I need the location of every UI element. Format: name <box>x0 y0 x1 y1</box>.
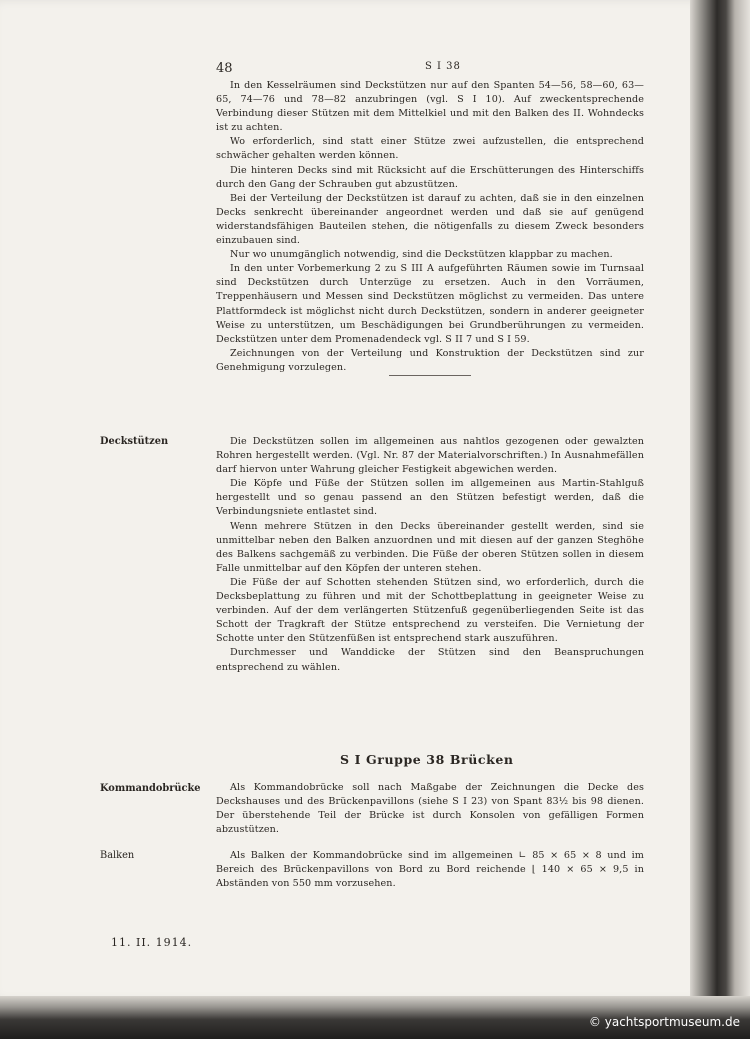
text-block-1 <box>216 79 644 375</box>
paragraph: Durchmesser und Wanddicke der Stützen sind den Beanspruchungen entsprechend zu wählen. <box>216 647 644 673</box>
section-divider <box>389 375 471 376</box>
paragraph: Die Füße der auf Schotten stehenden Stützen sind, wo erforderlich, durch die Decksbeplattung zu führen und mit der Schottbeplattung in geeigneter Weise zu verbinden. Auf der dem verlängerten Stützenfuß gegenüberliegenden Seite ist das Schott der Tragkraft der Stütze entsprechend zu versteifen. Die Vernietung der Schotte unter den Stützenfüßen ist entsprechend stark auszuführen. <box>216 576 644 645</box>
text-block-3 <box>216 781 644 837</box>
paragraph: Als Kommandobrücke soll nach Maßgabe der Zeichnungen die Decke des Deckshauses und des Brückenpavillons (siehe S I 23) von Spant 83½ bis 98 dienen. Der überstehende Teil der Brücke ist durch Konsolen von gefälligen Formen abzustützen. <box>216 782 644 836</box>
paragraph: Bei der Verteilung der Deckstützen ist darauf zu achten, daß sie in den einzelnen Decks senkrecht übereinander angeordnet werden und daß sie auf genügend widerstandsfähigen Bauteilen stehen, die nötigenfalls zu diesem Zweck besonders einzubauen sind. <box>216 192 644 247</box>
paragraph: Als Balken der Kommandobrücke sind im allgemeinen ∟ 85 × 65 × 8 und im Bereich des Brückenpavillons von Bord zu Bord reichende ⌊ 140 × 65 × 9,5 in Abständen von 550 mm vorzusehen. <box>216 850 644 890</box>
paragraph: In den Kesselräumen sind Deckstützen nur auf den Spanten 54—56, 58—60, 63—65, 74—76 und 78—82 anzubringen (vgl. S I 10). Auf zweckentsprechende Verbindung dieser Stützen mit dem Mittelkiel und mit den Balken des II. Wohndecks ist zu achten. <box>216 80 644 134</box>
watermark-text: © yachtsportmuseum.de <box>588 1015 740 1029</box>
paragraph: Nur wo unumgänglich notwendig, sind die Deckstützen klappbar zu machen. <box>230 249 613 261</box>
margin-label-deckstuetzen: Deckstützen <box>100 436 169 447</box>
paragraph: In den unter Vorbemerkung 2 zu S III A aufgeführten Räumen sowie im Turnsaal sind Deckstützen durch Unterzüge zu ersetzen. Auch in den Vorräumen, Treppenhäusern und Messen sind Deckstützen möglichst zu vermeiden. Das untere Plattformdeck ist möglichst nicht durch Deckstützen, sondern in anderer geeigneter Weise zu unterstützen, um Beschädigungen bei Grundberührungen zu vermeiden. Deckstützen unter dem Promenadendeck vgl. S II 7 und S I 59. <box>216 263 644 345</box>
text-block-2 <box>216 435 644 675</box>
paragraph: Die Deckstützen sollen im allgemeinen aus nahtlos gezogenen oder gewalzten Rohren hergestellt werden. (Vgl. Nr. 87 der Materialvorschriften.) In Ausnahmefällen darf hiervon unter Wahrung gleicher Festigkeit abgewichen werden. <box>216 436 644 476</box>
footer-date: 11. II. 1914. <box>111 936 193 949</box>
margin-label-balken: Balken <box>100 850 135 861</box>
book-spine-edge <box>690 0 750 1039</box>
paragraph: Wo erforderlich, sind statt einer Stütze zwei aufzustellen, die entsprechend schwächer gehalten werden können. <box>216 136 644 162</box>
page-number: 48 <box>216 61 233 76</box>
paragraph: Wenn mehrere Stützen in den Decks übereinander gestellt werden, sind sie unmittelbar neben den Balken anzuordnen und mit diesen auf der ganzen Steghöhe des Balkens sachgemäß zu verbinden. Die Füße der oberen Stützen sollen in diesem Falle unmittelbar auf den Köpfen der unteren stehen. <box>216 520 644 574</box>
text-block-4 <box>216 849 644 891</box>
paragraph: Die hinteren Decks sind mit Rücksicht auf die Erschütterungen des Hinterschiffs durch den Gang der Schrauben gut abzustützen. <box>216 164 644 190</box>
paragraph: Die Köpfe und Füße der Stützen sollen im allgemeinen aus Martin-Stahlguß hergestellt und so genau passend an den Stützen befestigt werden, daß die Verbindungsniete entlastet sind. <box>216 478 644 518</box>
section-title: S I Gruppe 38 Brücken <box>340 752 514 767</box>
margin-label-kommandobruecke: Kommandobrücke <box>100 783 201 794</box>
paragraph: Zeichnungen von der Verteilung und Konstruktion der Deckstützen sind zur Genehmigung vorzulegen. <box>216 347 644 373</box>
running-header: S I 38 <box>425 61 461 72</box>
